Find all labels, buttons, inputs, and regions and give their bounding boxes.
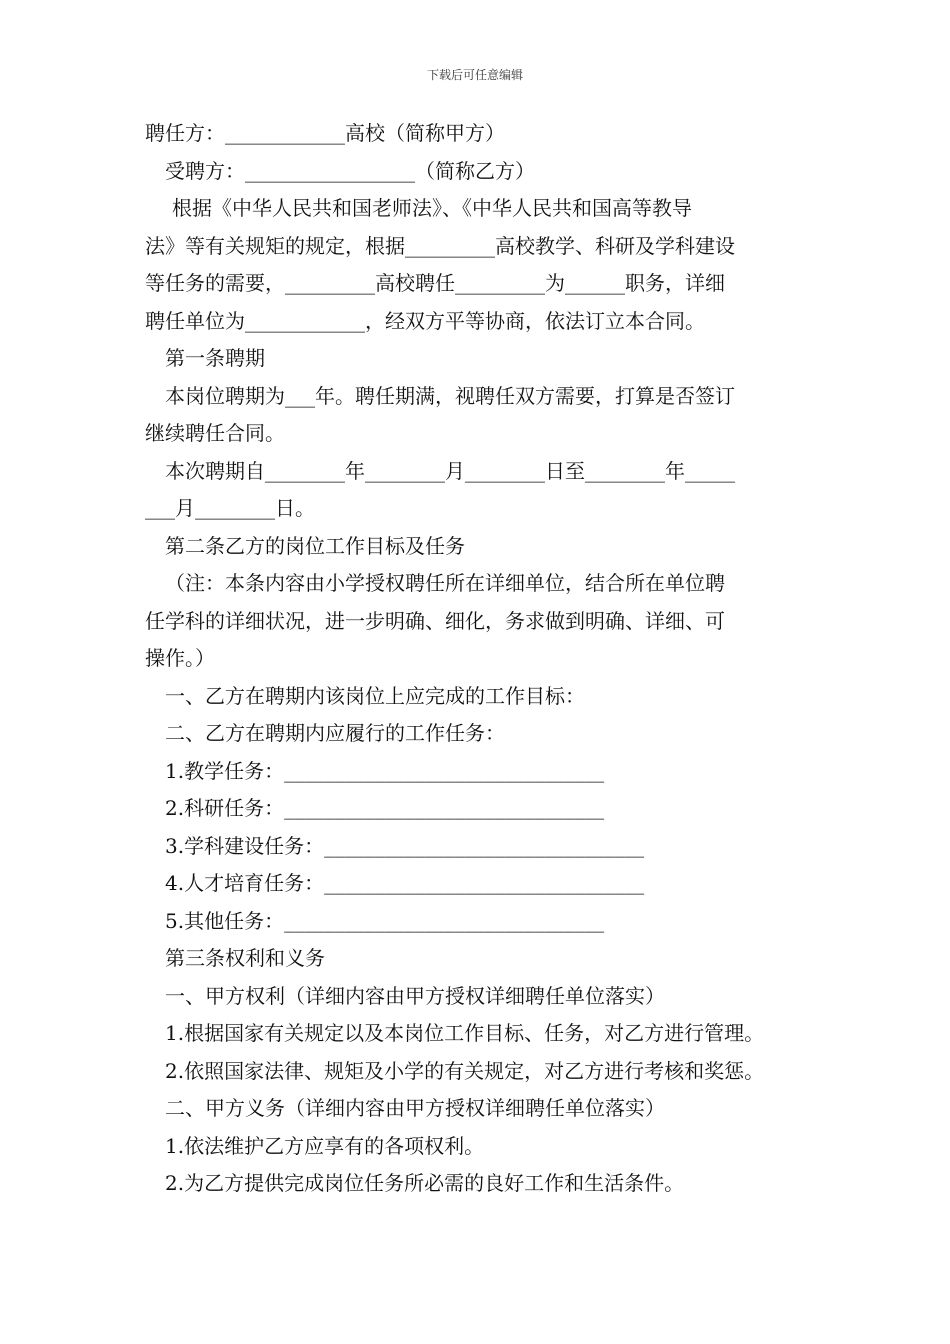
list-item: 2.为乙方提供完成岗位任务所必需的良好工作和生活条件。: [165, 1171, 685, 1195]
paragraph-line: 法》等有关规矩的规定，根据_________高校教学、科研及学科建设: [145, 233, 735, 258]
paragraph-line: （注：本条内容由小学授权聘任所在详细单位，结合所在单位聘: [165, 571, 725, 595]
section-heading: 第一条聘期: [165, 346, 265, 370]
paragraph-line: 操作。）: [145, 646, 215, 670]
page-header-note: 下载后可任意编辑: [426, 68, 523, 82]
section-heading: 第二条乙方的岗位工作目标及任务: [165, 533, 465, 558]
paragraph-line: 聘任方：____________高校（简称甲方）: [145, 121, 505, 145]
paragraph-line: 本次聘期自________年________月________日至________年_____: [165, 458, 735, 483]
document-body: [145, 115, 835, 1203]
paragraph-line: 根据《中华人民共和国老师法》、《中华人民共和国高等教导: [172, 196, 692, 220]
list-item: 2.科研任务：________________________________: [165, 796, 605, 820]
paragraph-line: 本岗位聘期为___年。聘任期满，视聘任双方需要，打算是否签订: [165, 383, 735, 408]
paragraph-line: 任学科的详细状况，进一步明确、细化，务求做到明确、详细、可: [145, 608, 725, 633]
list-item: 1.教学任务：________________________________: [165, 758, 605, 783]
paragraph-line: 二、甲方义务（详细内容由甲方授权详细聘任单位落实）: [165, 1096, 665, 1120]
list-item: 2.依照国家法律、规矩及小学的有关规定，对乙方进行考核和奖惩。: [165, 1058, 765, 1083]
paragraph-line: 聘任单位为____________，经双方平等协商，依法订立本合同。: [145, 308, 705, 333]
list-item: 1.根据国家有关规定以及本岗位工作目标、任务，对乙方进行管理。: [165, 1021, 765, 1045]
list-item: 1.依法维护乙方应享有的各项权利。: [165, 1133, 485, 1158]
paragraph-line: 受聘方：_________________（简称乙方）: [165, 158, 535, 183]
section-heading: 第三条权利和义务: [165, 946, 325, 970]
paragraph-line: 一、甲方权利（详细内容由甲方授权详细聘任单位落实）: [165, 983, 665, 1008]
paragraph-line: 继续聘任合同。: [145, 421, 285, 445]
list-item: 4.人才培育任务：________________________________: [165, 871, 645, 895]
paragraph-line: ___月________日。: [145, 496, 315, 520]
list-item: 3.学科建设任务：________________________________: [165, 833, 645, 858]
paragraph-line: 二、乙方在聘期内应履行的工作任务：: [165, 721, 505, 745]
list-item: 5.其他任务：________________________________: [165, 908, 605, 933]
paragraph-line: 一、乙方在聘期内该岗位上应完成的工作目标：: [165, 683, 585, 708]
paragraph-line: 等任务的需要，_________高校聘任_________为______职务，详细: [145, 271, 725, 295]
